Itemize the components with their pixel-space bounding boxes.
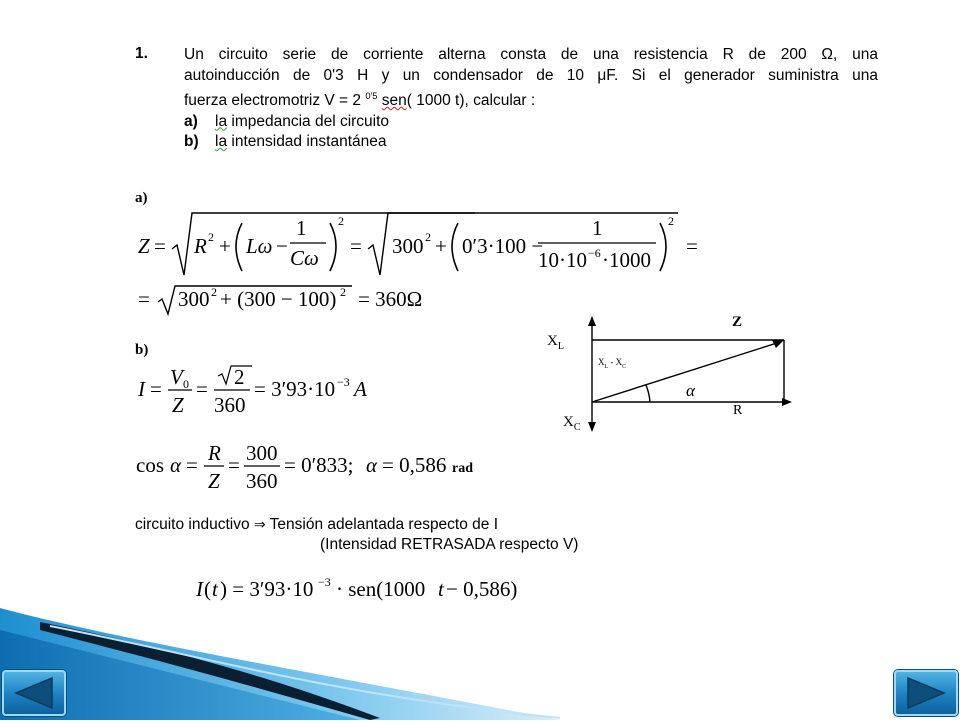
cosine-equation	[130, 438, 490, 498]
svg-text:t: t	[212, 577, 218, 601]
svg-text:300: 300	[246, 441, 278, 465]
conclusion-text-2: (Intensidad RETRASADA respecto V)	[320, 536, 579, 553]
svg-text:+: +	[219, 234, 231, 258]
svg-text:300: 300	[178, 287, 210, 311]
svg-text:Lω: Lω	[246, 234, 273, 258]
svg-text:=: =	[196, 377, 208, 401]
svg-text:Cω: Cω	[290, 246, 319, 270]
svg-text:Z: Z	[172, 393, 184, 417]
svg-text:·1000: ·1000	[602, 248, 651, 272]
svg-text:= 3′93·10: = 3′93·10	[254, 377, 336, 401]
left-triangle-icon	[2, 670, 66, 716]
svg-text:− 0,586): − 0,586)	[446, 577, 518, 601]
svg-text:=: =	[228, 453, 240, 477]
problem-line-2: autoinducción de 0'3 H y un condensador de 10 μF. Si el generador suministra una	[184, 66, 878, 84]
impedance-result	[130, 282, 460, 318]
svg-text:0: 0	[183, 377, 189, 391]
svg-text:= 0′833;: = 0′833;	[284, 453, 354, 477]
svg-text:· sen(1000: · sen(1000	[336, 577, 426, 601]
svg-text:2: 2	[338, 214, 344, 228]
svg-text:=: =	[686, 234, 698, 258]
problem-item-a	[184, 112, 878, 133]
svg-text:+ (300 − 100): + (300 − 100)	[220, 287, 337, 311]
conclusion	[135, 514, 578, 555]
previous-slide-button[interactable]	[2, 670, 66, 716]
svg-text:2: 2	[211, 285, 217, 299]
svg-text:(: (	[204, 577, 211, 601]
emf-suffix: ( 1000 t), calcular :	[406, 92, 536, 110]
impedance-equation	[130, 205, 730, 287]
svg-text:=: =	[150, 377, 162, 401]
current-equation	[130, 360, 380, 420]
svg-text:1: 1	[592, 216, 603, 240]
section-b-label: b)	[135, 342, 149, 358]
svg-text:360: 360	[246, 469, 278, 493]
conclusion-line-1	[135, 514, 578, 535]
item-text: intensidad instantánea	[227, 133, 387, 151]
svg-text:300: 300	[392, 234, 424, 258]
svg-text:R: R	[208, 441, 221, 465]
label-r: R	[733, 403, 743, 418]
label-z: Z	[732, 314, 743, 330]
svg-text:−3: −3	[318, 575, 331, 589]
next-slide-button[interactable]	[894, 670, 958, 716]
svg-text:+: +	[435, 234, 447, 258]
problem-item-b	[184, 132, 878, 153]
implies-icon: ⇒	[253, 516, 266, 532]
svg-text:Z: Z	[208, 469, 220, 493]
decorative-ribbon	[0, 600, 560, 720]
svg-text:I: I	[196, 577, 203, 601]
problem-text	[184, 45, 878, 153]
svg-text:I: I	[138, 377, 145, 401]
problem-line-3	[184, 86, 878, 112]
svg-text:=: =	[154, 234, 166, 258]
svg-text:−6: −6	[588, 246, 601, 260]
section-a-label: a)	[135, 190, 148, 206]
svg-text:Z: Z	[138, 234, 150, 258]
svg-text:=: =	[138, 287, 150, 311]
svg-text:A: A	[354, 377, 367, 401]
instantaneous-current-equation	[190, 568, 520, 608]
svg-text:V: V	[170, 365, 183, 389]
emf-exponent: 0'5	[365, 91, 378, 101]
conclusion-prefix: circuito inductivo	[135, 516, 250, 533]
right-triangle-icon	[894, 670, 958, 716]
item-marker: b)	[184, 133, 199, 151]
svg-text:10·10: 10·10	[538, 248, 587, 272]
svg-text:) = 3′93·10: ) = 3′93·10	[220, 577, 314, 601]
emf-sen: sen	[381, 92, 407, 110]
svg-text:= 0,586: = 0,586	[382, 453, 447, 477]
svg-text:−: −	[276, 234, 288, 258]
svg-text:1: 1	[296, 216, 307, 240]
svg-text:= 360Ω: = 360Ω	[358, 287, 423, 311]
svg-text:rad: rad	[452, 461, 473, 476]
label-xl: $X_L$	[547, 333, 564, 352]
item-article: la	[215, 112, 228, 130]
item-text: impedancia del circuito	[227, 112, 390, 130]
svg-text:cos: cos	[136, 453, 164, 477]
svg-text:α: α	[170, 453, 182, 477]
svg-text:2: 2	[234, 365, 245, 389]
svg-text:2: 2	[340, 285, 346, 299]
emf-prefix: fuerza electromotriz V = 2	[184, 92, 362, 110]
problem-number: 1.	[135, 45, 148, 62]
item-marker: a)	[184, 112, 198, 130]
svg-text:α: α	[366, 453, 378, 477]
svg-text:2: 2	[425, 230, 431, 244]
svg-text:t: t	[438, 577, 444, 601]
conclusion-text-1: Tensión adelantada respecto de I	[269, 516, 499, 533]
svg-text:−3: −3	[337, 375, 350, 389]
svg-text:=: =	[186, 453, 198, 477]
svg-text:=: =	[350, 234, 362, 258]
svg-text:2: 2	[668, 214, 674, 228]
label-alpha: α	[686, 381, 695, 400]
label-xl-minus-xc: $X_L - X_C$	[598, 357, 627, 370]
svg-text:2: 2	[208, 230, 214, 244]
svg-text:R: R	[194, 234, 207, 258]
label-xc: $X_C$	[563, 414, 581, 433]
svg-text:0′3·100 −: 0′3·100 −	[462, 234, 544, 258]
item-article: la	[215, 133, 228, 151]
svg-text:360: 360	[214, 393, 246, 417]
problem-line-1: Un circuito serie de corriente alterna consta de una resistencia R de 200 Ω, una	[184, 46, 878, 63]
